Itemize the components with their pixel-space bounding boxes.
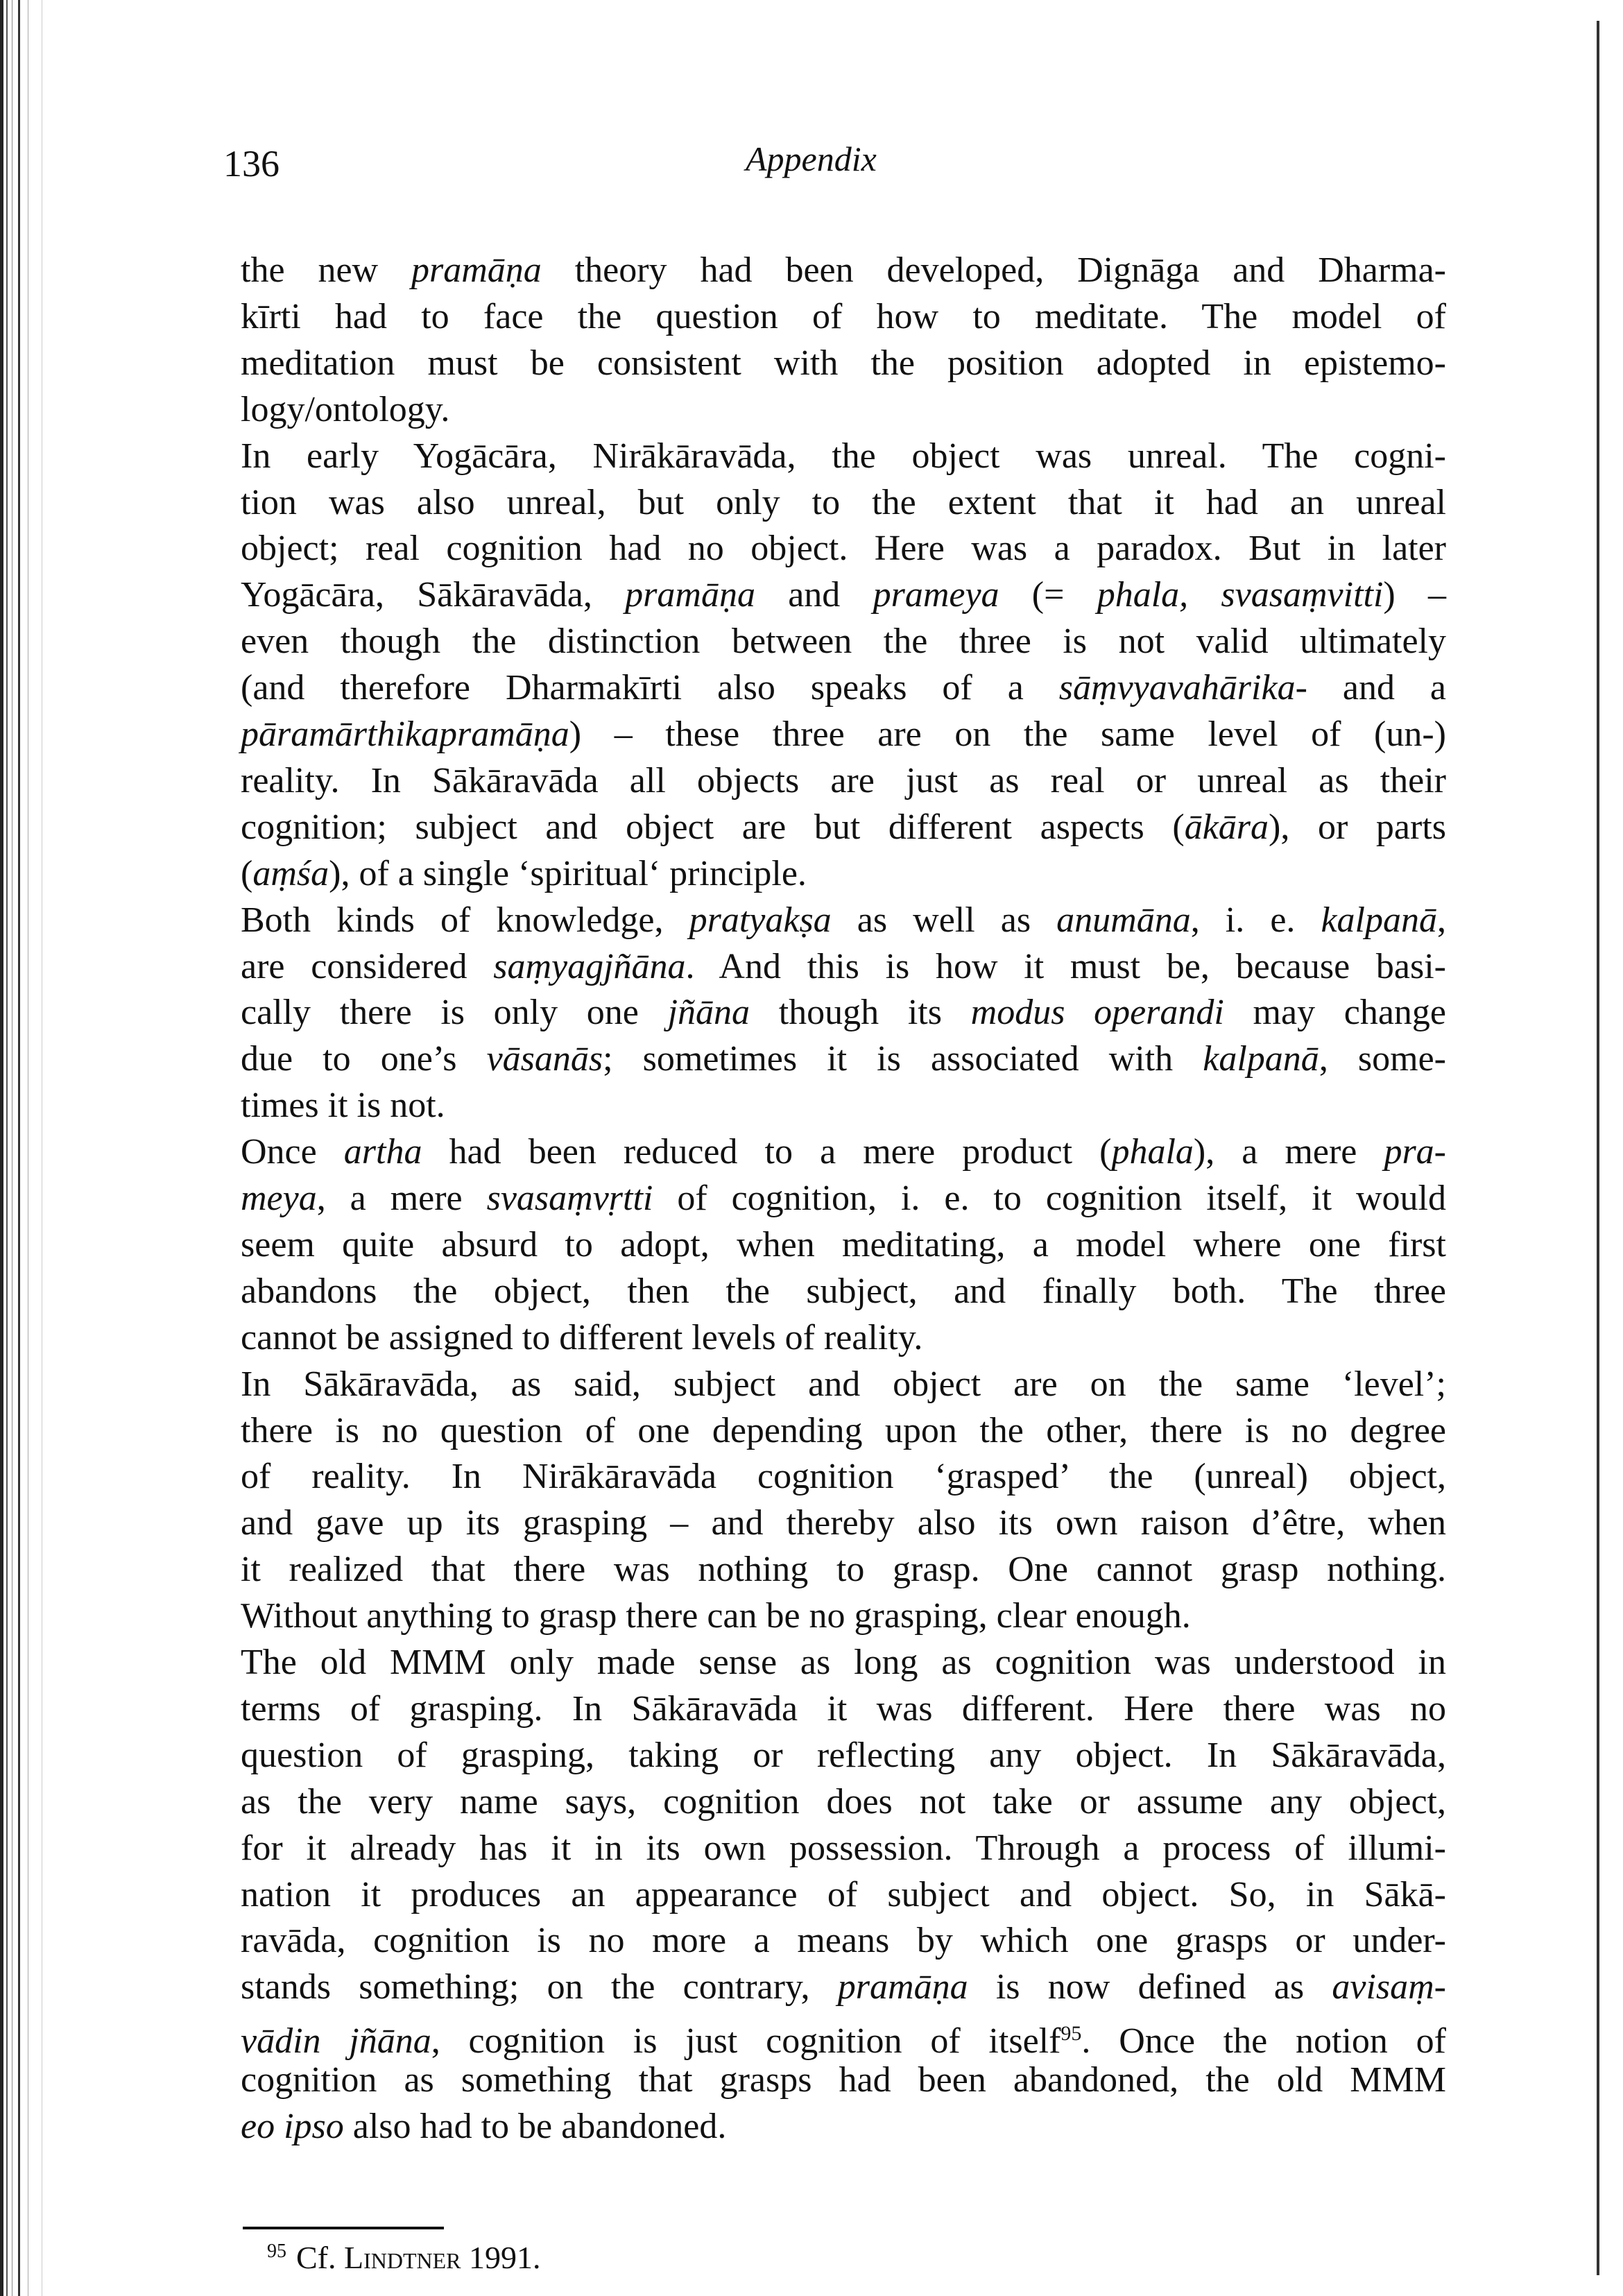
text-run: times it is not. [241, 1086, 445, 1126]
text-line [241, 621, 1446, 662]
italic-term: vāsanās [486, 1039, 603, 1079]
text-line [241, 482, 1446, 524]
italic-term: saṃyagjñāna [493, 946, 686, 986]
text-run: also had to be abandoned. [343, 2107, 727, 2146]
text-run: cognition; subject and object are but different aspects ( [241, 807, 1185, 847]
text-run: are considered [241, 946, 494, 986]
text-line [241, 436, 1446, 477]
text-run: of cognition, i. e. to cognition itself, it would [653, 1179, 1446, 1218]
text-run: abandons the object, then the subject, and finally both. The three [241, 1271, 1446, 1311]
text-run: Without anything to grasp there can be no grasping, clear enough. [241, 1596, 1191, 1636]
italic-term: kalpanā [1321, 900, 1437, 940]
text-line [241, 2013, 1446, 2062]
text-run: ( [241, 853, 253, 893]
footnote-reference[interactable]: 95 [1060, 2022, 1082, 2046]
text-line [241, 946, 1446, 988]
text-run: The old MMM only made sense as long as cognition was understood in [241, 1643, 1446, 1682]
italic-term: artha [343, 1132, 422, 1172]
text-run: ; sometimes it is associated with [603, 1039, 1203, 1079]
italic-term: pra- [1384, 1132, 1446, 1172]
text-run: In Sākāravāda, as said, subject and object are on the same ‘level’; [241, 1364, 1446, 1404]
text-run: . And this is how it must be, because basi- [685, 946, 1446, 986]
italic-term: avisaṃ- [1332, 1967, 1446, 2007]
text-run: for it already has it in its own possession. Through a process of illumi- [241, 1828, 1446, 1868]
text-line [241, 1364, 1446, 1405]
text-run: it realized that there was nothing to grasp. One cannot grasp nothing. [241, 1550, 1446, 1590]
text-line [241, 1224, 1446, 1266]
text-run: In early Yogācāra, Nirākāravāda, the object was unreal. The cogni- [241, 436, 1446, 476]
italic-term: pratyakṣa [689, 900, 832, 940]
text-line [241, 1967, 1446, 2008]
italic-term: ākāra [1184, 807, 1269, 847]
text-run: cally there is only one [241, 993, 668, 1033]
italic-term: anumāna [1056, 900, 1191, 940]
text-line [241, 574, 1446, 616]
italic-term: pāramārthikapramāṇa [241, 714, 569, 754]
text-run: ) – [1383, 575, 1446, 615]
text-line [241, 1038, 1446, 1080]
text-line [241, 1920, 1446, 1962]
text-run: (= [999, 575, 1097, 615]
text-line [241, 389, 1446, 431]
text-line [241, 1317, 1446, 1359]
text-line [241, 1549, 1446, 1591]
italic-term: vādin jñāna [241, 2021, 431, 2062]
text-run: there is no question of one depending upon the other, there is no degree [241, 1410, 1446, 1450]
scan-binding-edge [0, 0, 66, 2296]
text-run: due to one’s [241, 1039, 487, 1079]
italic-term: jñāna [667, 993, 750, 1033]
text-run: Yogācāra, Sākāravāda, [241, 575, 626, 615]
footnote-number: 95 [267, 2241, 286, 2262]
text-run: had been reduced to a mere product ( [422, 1132, 1112, 1172]
italic-term: aṃśa [252, 853, 329, 893]
text-line [241, 1828, 1446, 1869]
text-line [241, 2106, 1446, 2148]
text-run: , a mere [316, 1179, 487, 1218]
text-run: ), or parts [1269, 807, 1446, 847]
italic-term: phala, svasaṃvitti [1097, 575, 1384, 615]
footnote-author: Lindtner [344, 2240, 461, 2275]
text-line [241, 1735, 1446, 1776]
text-line [241, 528, 1446, 569]
text-line [241, 1595, 1446, 1637]
text-run: reality. In Sākāravāda all objects are just as real or unreal as their [241, 760, 1446, 800]
text-run: ) – these three are on the same level of (un-) [569, 714, 1446, 754]
text-run: cognition as something that grasps had been abandoned, the old MMM [241, 2060, 1446, 2100]
text-line [241, 1456, 1446, 1498]
running-title: Appendix [746, 139, 877, 178]
text-run: may change [1223, 993, 1446, 1033]
text-run: seem quite absurd to adopt, when meditating, a model where one first [241, 1224, 1446, 1265]
text-run: the new [241, 250, 411, 290]
text-line [241, 1131, 1446, 1173]
text-line [241, 296, 1446, 338]
text-run: ), a mere [1193, 1132, 1384, 1172]
italic-term: sāṃvyavahārika- [1058, 668, 1307, 708]
footnote [267, 2239, 541, 2276]
text-run: Both kinds of knowledge, [241, 900, 689, 940]
text-line [241, 667, 1446, 709]
footnote-year: 1991. [461, 2240, 541, 2275]
text-line [241, 1874, 1446, 1916]
text-line [241, 1642, 1446, 1684]
text-run: Once [241, 1132, 344, 1172]
text-run: as well as [831, 900, 1057, 940]
text-run: ), of a single ‘spiritual‘ principle. [329, 853, 807, 893]
text-line [241, 250, 1446, 291]
italic-term: meya [241, 1179, 317, 1218]
text-run: cannot be assigned to different levels of reality. [241, 1317, 923, 1357]
text-line [241, 1781, 1446, 1823]
text-line [241, 1688, 1446, 1730]
text-run: kīrti had to face the question of how to meditate. The model of [241, 296, 1446, 336]
italic-term: kalpanā [1203, 1039, 1319, 1079]
page-number: 136 [223, 143, 280, 185]
text-line [241, 1502, 1446, 1544]
text-run: even though the distinction between the three is not valid ultimately [241, 622, 1446, 662]
italic-term: svasaṃvṛtti [486, 1179, 653, 1218]
text-run: (and therefore Dharmakīrti also speaks of a [241, 668, 1059, 708]
text-run: . Once the notion of [1081, 2021, 1447, 2062]
text-run: though its [750, 993, 971, 1033]
text-line [241, 2059, 1446, 2101]
text-line [241, 714, 1446, 755]
text-run: is now defined as [968, 1967, 1332, 2007]
text-run: , i. e. [1190, 900, 1321, 940]
text-run: of reality. In Nirākāravāda cognition ‘grasped’ the (unreal) object, [241, 1457, 1446, 1497]
text-line [241, 1178, 1446, 1219]
text-run: as the very name says, cognition does not take or assume any object, [241, 1781, 1446, 1822]
text-run: , [1437, 900, 1446, 940]
text-run: object; real cognition had no object. Here was a paradox. But in later [241, 529, 1446, 569]
italic-term: pramāṇa [411, 250, 542, 290]
text-run: and [755, 575, 873, 615]
italic-term: pramāṇa [837, 1967, 968, 2007]
scan-right-edge [1597, 21, 1599, 2275]
text-line [241, 1410, 1446, 1452]
text-line [241, 343, 1446, 384]
text-run: meditation must be consistent with the position adopted in epistemo- [241, 343, 1446, 383]
text-run: logy/ontology. [241, 389, 450, 429]
text-line [241, 760, 1446, 802]
text-line [241, 853, 1446, 895]
text-run: , some- [1319, 1039, 1446, 1079]
text-run: and gave up its grasping – and thereby also its own raison d’être, when [241, 1503, 1446, 1543]
text-line [241, 1085, 1446, 1126]
text-run: , cognition is just cognition of itself [431, 2021, 1061, 2062]
text-run: theory had been developed, Dignāga and Dharma- [541, 250, 1446, 290]
text-run: stands something; on the contrary, [241, 1967, 838, 2007]
italic-term: eo ipso [241, 2107, 344, 2146]
text-run: nation it produces an appearance of subject and object. So, in Sākā- [241, 1874, 1446, 1914]
text-run: tion was also unreal, but only to the extent that it had an unreal [241, 482, 1446, 522]
italic-term: pramāṇa [625, 575, 755, 615]
italic-term: prameya [873, 575, 999, 615]
text-line [241, 992, 1446, 1034]
italic-term: modus operandi [970, 993, 1224, 1033]
text-line [241, 900, 1446, 941]
text-run: and a [1307, 668, 1446, 708]
text-line [241, 807, 1446, 848]
text-run: terms of grasping. In Sākāravāda it was different. Here there was no [241, 1688, 1446, 1729]
text-line [241, 1271, 1446, 1312]
text-run: question of grasping, taking or reflecting any object. In Sākāravāda, [241, 1735, 1446, 1775]
italic-term: phala [1111, 1132, 1194, 1172]
footnote-rule [243, 2227, 444, 2229]
text-run: ravāda, cognition is no more a means by which one grasps or under- [241, 1921, 1446, 1961]
footnote-prefix: Cf. [296, 2240, 344, 2275]
